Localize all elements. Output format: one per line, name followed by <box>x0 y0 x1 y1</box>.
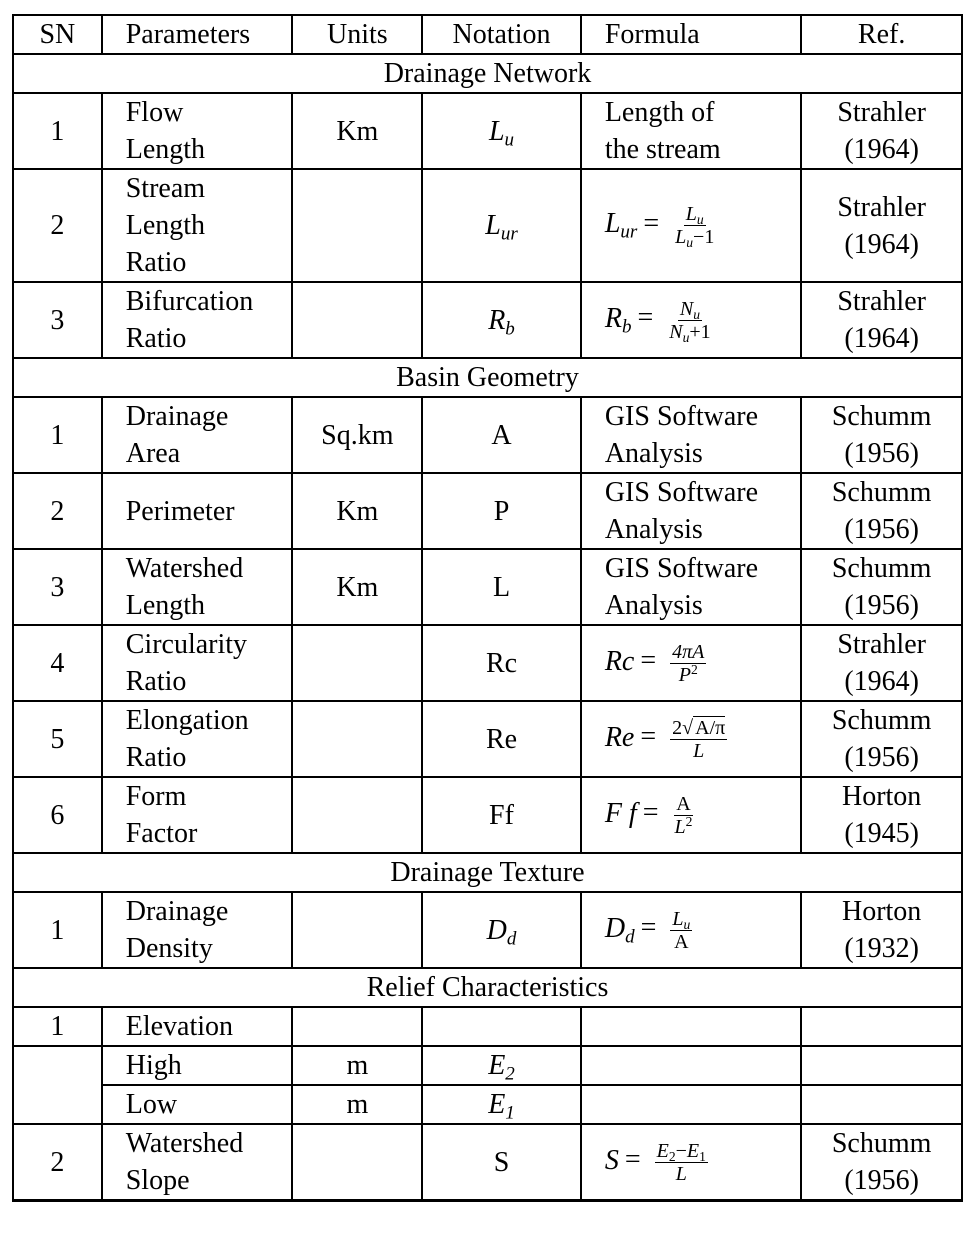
ref-cell: Schumm (1956) <box>801 701 962 777</box>
units-cell <box>292 892 422 968</box>
sn-cell <box>13 1085 102 1124</box>
table-row <box>13 1085 962 1124</box>
ref-cell: Horton (1945) <box>801 777 962 853</box>
formula-cell: Rc = $\frac{4\pi A}{P^2}$ <box>581 625 801 701</box>
header-row <box>13 15 962 54</box>
fraction: $\frac{A}{L^2}$ <box>674 792 693 838</box>
notation-cell: A <box>422 397 581 473</box>
parameter-cell: Elevation <box>102 1007 293 1046</box>
parameter-cell: Perimeter <box>102 473 293 549</box>
parameter-cell: Form Factor <box>102 777 293 853</box>
units-cell: Km <box>292 93 422 169</box>
ref-cell: Strahler (1964) <box>801 625 962 701</box>
section-title-drainage-texture: Drainage Texture <box>13 853 962 892</box>
section-row <box>13 968 962 1007</box>
header-parameters: Parameters <box>102 15 293 54</box>
formula-cell <box>581 1007 801 1046</box>
section-row <box>13 853 962 892</box>
units-cell <box>292 282 422 358</box>
sn-cell: 5 <box>13 701 102 777</box>
notation-cell <box>422 1007 581 1046</box>
parameter-cell: Elongation Ratio <box>102 701 293 777</box>
fraction: $\frac{2√ A/\pi}{L}$ <box>672 716 726 762</box>
ref-cell: Schumm (1956) <box>801 549 962 625</box>
formula-cell: F f = $\frac{A}{L^2}$ <box>581 777 801 853</box>
table-row <box>13 1046 962 1085</box>
fraction: $\frac{E_2-E_1}{L}$ <box>656 1139 706 1185</box>
sn-cell: 3 <box>13 549 102 625</box>
header-formula: Formula <box>581 15 801 54</box>
table-row <box>13 549 962 625</box>
formula-cell: $R_b$ = $\frac{N_u}{N_u+1}$ <box>581 282 801 358</box>
units-cell <box>292 625 422 701</box>
section-row <box>13 358 962 397</box>
ref-cell: Strahler (1964) <box>801 169 962 282</box>
formula-cell: GIS Software Analysis <box>581 473 801 549</box>
section-row <box>13 54 962 93</box>
parameter-cell: Drainage Area <box>102 397 293 473</box>
sn-cell: 1 <box>13 397 102 473</box>
sn-cell <box>13 1046 102 1085</box>
formula-cell: Length of the stream <box>581 93 801 169</box>
table-row <box>13 282 962 358</box>
notation-cell: L <box>422 549 581 625</box>
fraction: $\frac{L_u}{A}$ <box>672 907 691 953</box>
sn-cell: 2 <box>13 1124 102 1201</box>
fraction: $\frac{4\pi A}{P^2}$ <box>672 640 705 686</box>
parameter-cell: Bifurcation Ratio <box>102 282 293 358</box>
fraction: $\frac{L_u}{L_u-1}$ <box>675 203 715 251</box>
ref-cell: Schumm (1956) <box>801 473 962 549</box>
formula-cell: $D_d$ = $\frac{L_u}{A}$ <box>581 892 801 968</box>
notation-cell: S <box>422 1124 581 1201</box>
units-cell: m <box>292 1046 422 1085</box>
table-row <box>13 397 962 473</box>
notation-cell: Re <box>422 701 581 777</box>
table-row <box>13 473 962 549</box>
parameter-cell: Watershed Slope <box>102 1124 293 1201</box>
ref-cell <box>801 1007 962 1046</box>
units-cell: Km <box>292 549 422 625</box>
notation-cell: $E_1$ <box>422 1085 581 1124</box>
formula-cell: $L_{ur}$ = $\frac{L_u}{L_u-1}$ <box>581 169 801 282</box>
parameter-cell: High <box>102 1046 293 1085</box>
sn-cell: 3 <box>13 282 102 358</box>
formula-cell: GIS Software Analysis <box>581 549 801 625</box>
units-cell <box>292 777 422 853</box>
table-row <box>13 93 962 169</box>
table-row <box>13 1124 962 1201</box>
ref-cell <box>801 1085 962 1124</box>
parameter-cell: Flow Length <box>102 93 293 169</box>
units-cell: Sq.km <box>292 397 422 473</box>
notation-cell: Rc <box>422 625 581 701</box>
notation-cell: P <box>422 473 581 549</box>
formula-cell <box>581 1085 801 1124</box>
section-title-basin-geometry: Basin Geometry <box>13 358 962 397</box>
units-cell <box>292 701 422 777</box>
header-units: Units <box>292 15 422 54</box>
formula-cell <box>581 1046 801 1085</box>
notation-cell: $E_2$ <box>422 1046 581 1085</box>
parameter-cell: Stream Length Ratio <box>102 169 293 282</box>
units-cell <box>292 169 422 282</box>
table-row <box>13 892 962 968</box>
units-cell: Km <box>292 473 422 549</box>
parameter-cell: Circularity Ratio <box>102 625 293 701</box>
sn-cell: 2 <box>13 169 102 282</box>
section-title-drainage-network: Drainage Network <box>13 54 962 93</box>
table-row <box>13 169 962 282</box>
formula-cell: S = $\frac{E_2-E_1}{L}$ <box>581 1124 801 1201</box>
units-cell <box>292 1124 422 1201</box>
parameter-cell: Watershed Length <box>102 549 293 625</box>
sqrt-symbol: √ <box>682 716 694 739</box>
parameter-cell: Drainage Density <box>102 892 293 968</box>
sn-cell: 1 <box>13 1007 102 1046</box>
sn-cell: 4 <box>13 625 102 701</box>
notation-cell: $R_b$ <box>422 282 581 358</box>
table-row <box>13 625 962 701</box>
header-notation: Notation <box>422 15 581 54</box>
notation-cell: $L_u$ <box>422 93 581 169</box>
header-ref: Ref. <box>801 15 962 54</box>
table-row <box>13 777 962 853</box>
ref-cell: Horton (1932) <box>801 892 962 968</box>
sn-cell: 1 <box>13 93 102 169</box>
table-row <box>13 701 962 777</box>
table-row <box>13 1007 962 1046</box>
sn-cell: 2 <box>13 473 102 549</box>
units-cell: m <box>292 1085 422 1124</box>
sn-cell: 1 <box>13 892 102 968</box>
ref-cell: Strahler (1964) <box>801 93 962 169</box>
ref-cell: Strahler (1964) <box>801 282 962 358</box>
notation-cell: Ff <box>422 777 581 853</box>
formula-cell: Re = $\frac{2√ A/\pi}{L}$ <box>581 701 801 777</box>
ref-cell <box>801 1046 962 1085</box>
morphometric-parameters-table <box>12 14 963 1202</box>
fraction: $\frac{N_u}{N_u+1}$ <box>669 297 711 345</box>
notation-cell: $L_{ur}$ <box>422 169 581 282</box>
sn-cell: 6 <box>13 777 102 853</box>
units-cell <box>292 1007 422 1046</box>
parameter-cell: Low <box>102 1085 293 1124</box>
formula-cell: GIS Software Analysis <box>581 397 801 473</box>
notation-cell: $D_d$ <box>422 892 581 968</box>
section-title-relief-characteristics: Relief Characteristics <box>13 968 962 1007</box>
ref-cell: Schumm (1956) <box>801 397 962 473</box>
header-sn: SN <box>13 15 102 54</box>
ref-cell: Schumm (1956) <box>801 1124 962 1201</box>
